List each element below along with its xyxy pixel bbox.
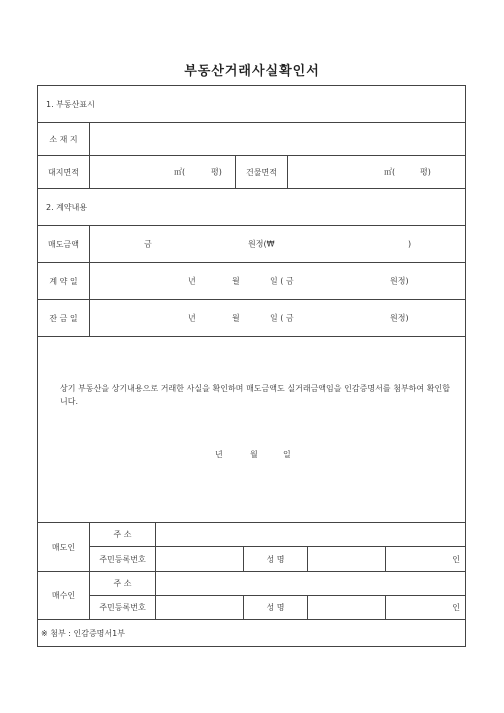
statement-day: 일 (283, 450, 291, 459)
contract-date-day: 일 ( 금 (270, 276, 294, 286)
statement-year: 년 (215, 450, 223, 459)
land-area-label: 대지면적 (38, 156, 90, 188)
balance-date-row (38, 300, 465, 337)
location-field[interactable] (90, 123, 465, 155)
balance-date-month: 월 (232, 313, 240, 323)
contract-date-year: 년 (188, 276, 196, 286)
balance-date-year: 년 (188, 313, 196, 323)
statement-month: 월 (250, 450, 258, 459)
section1-row (38, 86, 465, 123)
section2-label: 2. 계약내용 (46, 202, 88, 212)
attachment-note: ※ 첨부 : 인감증명서1부 (41, 628, 125, 638)
seller-label: 매도인 (38, 523, 90, 571)
sale-price-prefix: 금 (144, 239, 152, 249)
section1-label: 1. 부동산표시 (46, 99, 95, 109)
sale-price-field[interactable] (90, 226, 465, 262)
balance-date-label: 잔 금 일 (38, 300, 90, 336)
attachment-row (38, 620, 465, 646)
buyer-name-label: 성 명 (244, 596, 308, 619)
seller-id-label: 주민등록번호 (90, 547, 156, 571)
building-area-pyeong: 평) (420, 167, 431, 177)
contract-date-month: 월 (232, 276, 240, 286)
buyer-id-label: 주민등록번호 (90, 596, 156, 619)
building-area-unit: ㎡( (384, 167, 396, 177)
sale-price-row (38, 226, 465, 263)
buyer-label: 매수인 (38, 572, 90, 619)
sale-price-won: 원정(₩ (248, 239, 275, 249)
location-row (38, 123, 465, 156)
land-area-pyeong: 평) (211, 167, 222, 177)
buyer-id-field[interactable] (156, 596, 244, 619)
area-row (38, 156, 465, 189)
sale-price-close: ) (408, 239, 412, 249)
land-area-unit: ㎡( (174, 167, 186, 177)
statement-row (38, 337, 465, 523)
sale-price-label: 매도금액 (38, 226, 90, 262)
seller-address-label: 주 소 (90, 523, 156, 547)
balance-date-day: 일 ( 금 (270, 313, 294, 323)
section2-row (38, 189, 465, 226)
buyer-address-label: 주 소 (90, 572, 156, 596)
buyer-seal: 인 (452, 603, 460, 612)
contract-date-row (38, 263, 465, 300)
seller-name-label: 성 명 (244, 547, 308, 571)
contract-date-field[interactable] (90, 263, 465, 299)
buyer-name-field[interactable] (308, 596, 386, 619)
seller-name-field[interactable] (308, 547, 386, 571)
seller-block (38, 523, 465, 572)
seller-id-field[interactable] (156, 547, 244, 571)
seller-address-field[interactable] (156, 523, 465, 547)
contract-date-won: 원정) (390, 276, 409, 286)
location-label: 소 재 지 (38, 123, 90, 155)
building-area-field[interactable] (288, 156, 465, 188)
building-area-label: 건물면적 (236, 156, 288, 188)
statement-text: 상기 부동산을 상기내용으로 거래한 사실을 확인하며 매도금액도 실거래금액임을 인감증명서를 첨부하여 확인합니다. (60, 384, 450, 406)
buyer-address-field[interactable] (156, 572, 465, 596)
land-area-field[interactable] (90, 156, 236, 188)
seller-seal: 인 (452, 554, 460, 564)
confirmation-form (37, 85, 466, 647)
buyer-block (38, 572, 465, 620)
document-title: 부동산거래사실확인서 (184, 64, 320, 79)
contract-date-label: 계 약 일 (38, 263, 90, 299)
balance-date-field[interactable] (90, 300, 465, 336)
balance-date-won: 원정) (390, 313, 409, 323)
